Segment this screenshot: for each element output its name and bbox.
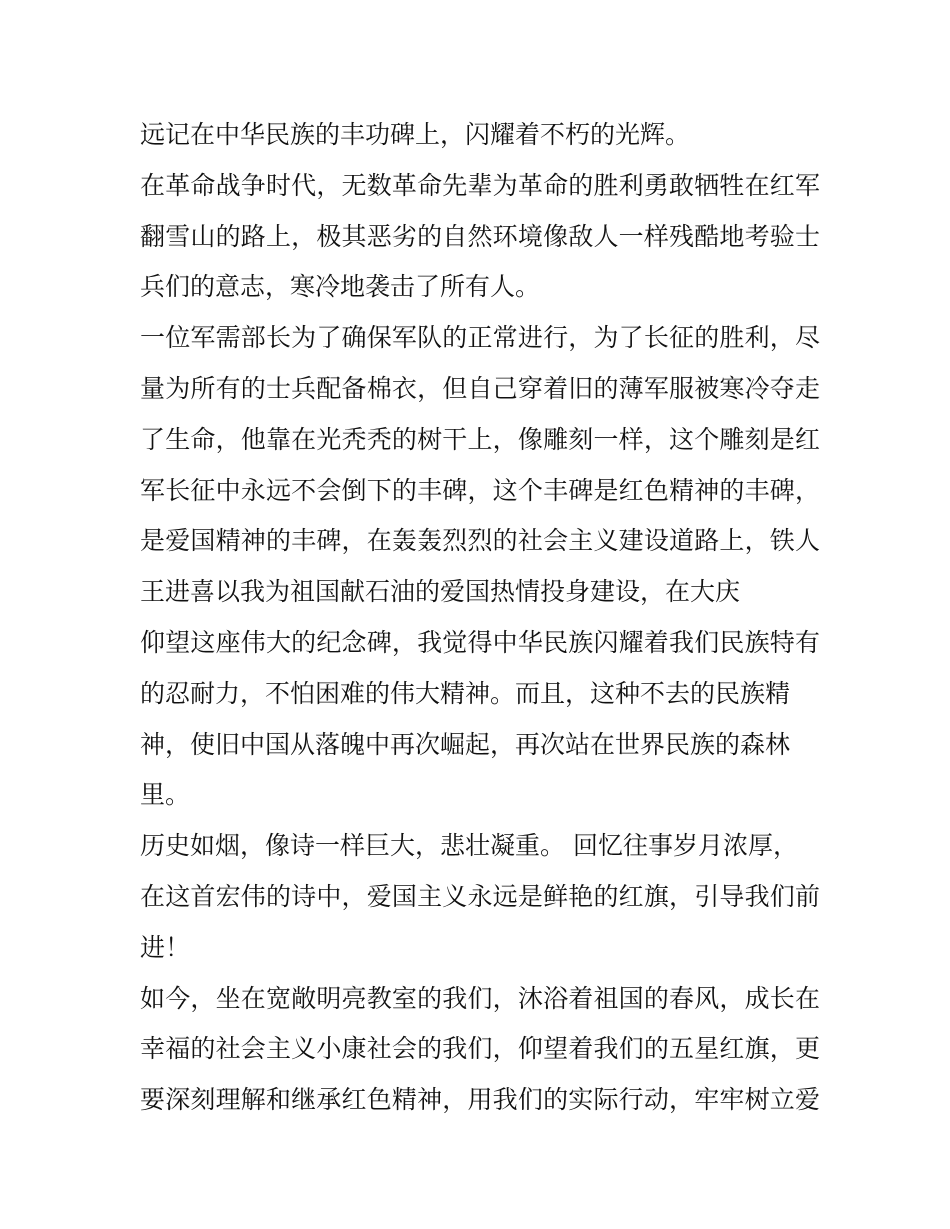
- text-line-19: 幸福的社会主义小康社会的我们，仰望着我们的五星红旗，更: [140, 1034, 820, 1064]
- text-line-14: 里。: [140, 780, 191, 810]
- text-line-11: 仰望这座伟大的纪念碑，我觉得中华民族闪耀着我们民族特有: [140, 627, 820, 657]
- text-line-8: 军长征中永远不会倒下的丰碑，这个丰碑是红色精神的丰碑，: [140, 475, 820, 505]
- text-line-12: 的忍耐力，不怕困难的伟大精神。而且，这种不去的民族精: [140, 678, 791, 708]
- body-text: [140, 110, 820, 1126]
- text-line-7: 了生命，他靠在光秃秃的树干上，像雕刻一样，这个雕刻是红: [140, 424, 820, 454]
- text-line-2: 在革命战争时代，无数革命先辈为革命的胜利勇敢牺牲在红军: [140, 170, 820, 200]
- text-line-9: 是爱国精神的丰碑，在轰轰烈烈的社会主义建设道路上，铁人: [140, 526, 820, 556]
- text-line-16: 在这首宏伟的诗中，爱国主义永远是鲜艳的红旗，引导我们前: [140, 881, 820, 911]
- text-line-6: 量为所有的士兵配备棉衣，但自己穿着旧的薄军服被寒冷夺走: [140, 373, 820, 403]
- text-line-17: 进！: [140, 932, 191, 962]
- text-line-20: 要深刻理解和继承红色精神，用我们的实际行动，牢牢树立爱: [140, 1085, 820, 1115]
- text-line-1: 远记在中华民族的丰功碑上，闪耀着不朽的光辉。: [140, 120, 691, 149]
- text-line-15: 历史如烟，像诗一样巨大，悲壮凝重。 回忆往事岁月浓厚，: [140, 831, 798, 861]
- text-line-4: 兵们的意志，寒冷地袭击了所有人。: [140, 272, 541, 302]
- text-line-10: 王进喜以我为祖国献石油的爱国热情投身建设，在大庆: [140, 577, 741, 607]
- text-line-18: 如今，坐在宽敞明亮教室的我们，沐浴着祖国的春风，成长在: [140, 983, 820, 1013]
- text-line-3: 翻雪山的路上，极其恶劣的自然环境像敌人一样残酷地考验士: [140, 221, 820, 251]
- text-line-5: 一位军需部长为了确保军队的正常进行，为了长征的胜利，尽: [140, 323, 820, 353]
- text-line-13: 神，使旧中国从落魄中再次崛起，再次站在世界民族的森林: [140, 729, 791, 759]
